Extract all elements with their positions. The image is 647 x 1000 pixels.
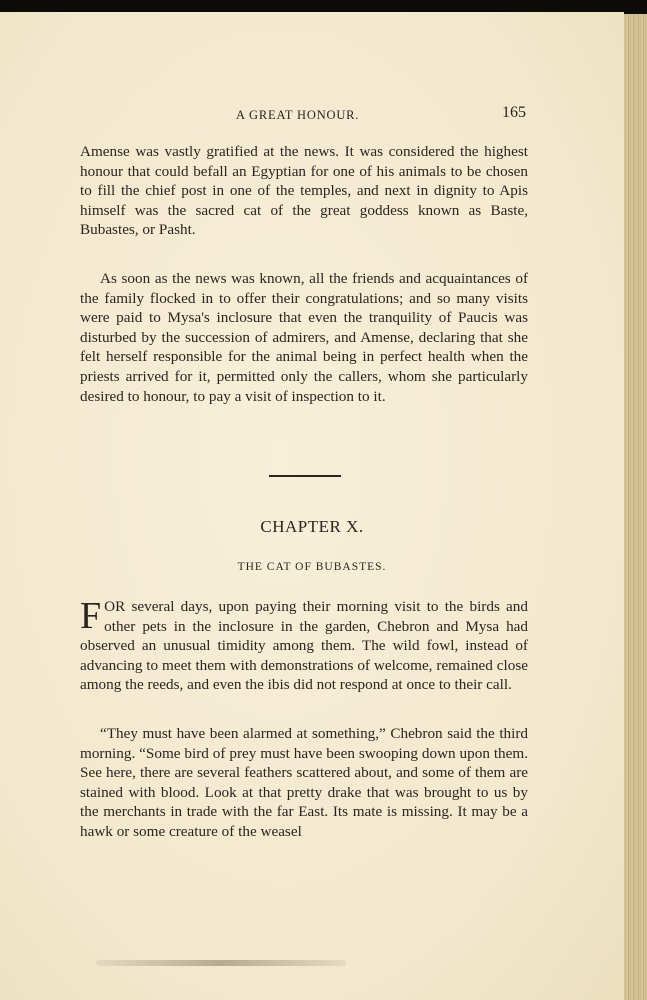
running-head: A GREAT HONOUR.: [236, 108, 360, 122]
chapter-opening-text: OR several days, upon paying their morning visit to the birds and other pets in the inclosure in the garden, Chebron and Mysa had observed an unusual timidity among them. The wild fowl, instead of advancing to meet them with demonstrations of welcome, remained close among the reeds, and even the ibis did not respond at once to their call.: [80, 598, 528, 694]
page-number: 165: [502, 104, 526, 121]
paragraph-chebron-speech: “They must have been alarmed at something,” Chebron said the third morning. “Some bird of prey must have been swooping down upon them. See here, there are several feathers scattered about, and some of them are stained with blood. Look at that pretty drake that was brought to us by the merchants in trade with the far East. Its mate is missing. It may be a hawk or some creature of the weasel: [80, 725, 528, 840]
section-divider: [269, 475, 341, 477]
drop-cap: F: [80, 595, 102, 637]
paragraph-chapter-opening: [80, 597, 528, 695]
paragraph-amense-gratified: Amense was vastly gratified at the news. It was considered the highest honour that could befall an Egyptian for one of his animals to be chosen to fill the chief post in one of the temples, and next in dignity to Apis himself was the sacred cat of the great goddess known as Baste, Bubastes, or Pasht.: [80, 143, 528, 239]
page-header: [76, 104, 526, 128]
chapter-title: CHAPTER X.: [260, 517, 364, 536]
book-page: [0, 12, 624, 1000]
paragraph-news-known: As soon as the news was known, all the friends and acquaintances of the family flocked in to offer their congratulations; and so many visits were paid to Mysa's inclosure that even the tranquility of Paucis was disturbed by the succession of admirers, and Amense, declaring that she felt herself responsible for the animal being in perfect health when the priests arrived for it, permitted only the callers, whom she particularly desired to honour, to pay a visit of inspection to it.: [80, 270, 528, 405]
page-bottom-shadow: [96, 960, 346, 966]
book-page-edges: [624, 14, 647, 1000]
chapter-subtitle: THE CAT OF BUBASTES.: [237, 561, 387, 573]
